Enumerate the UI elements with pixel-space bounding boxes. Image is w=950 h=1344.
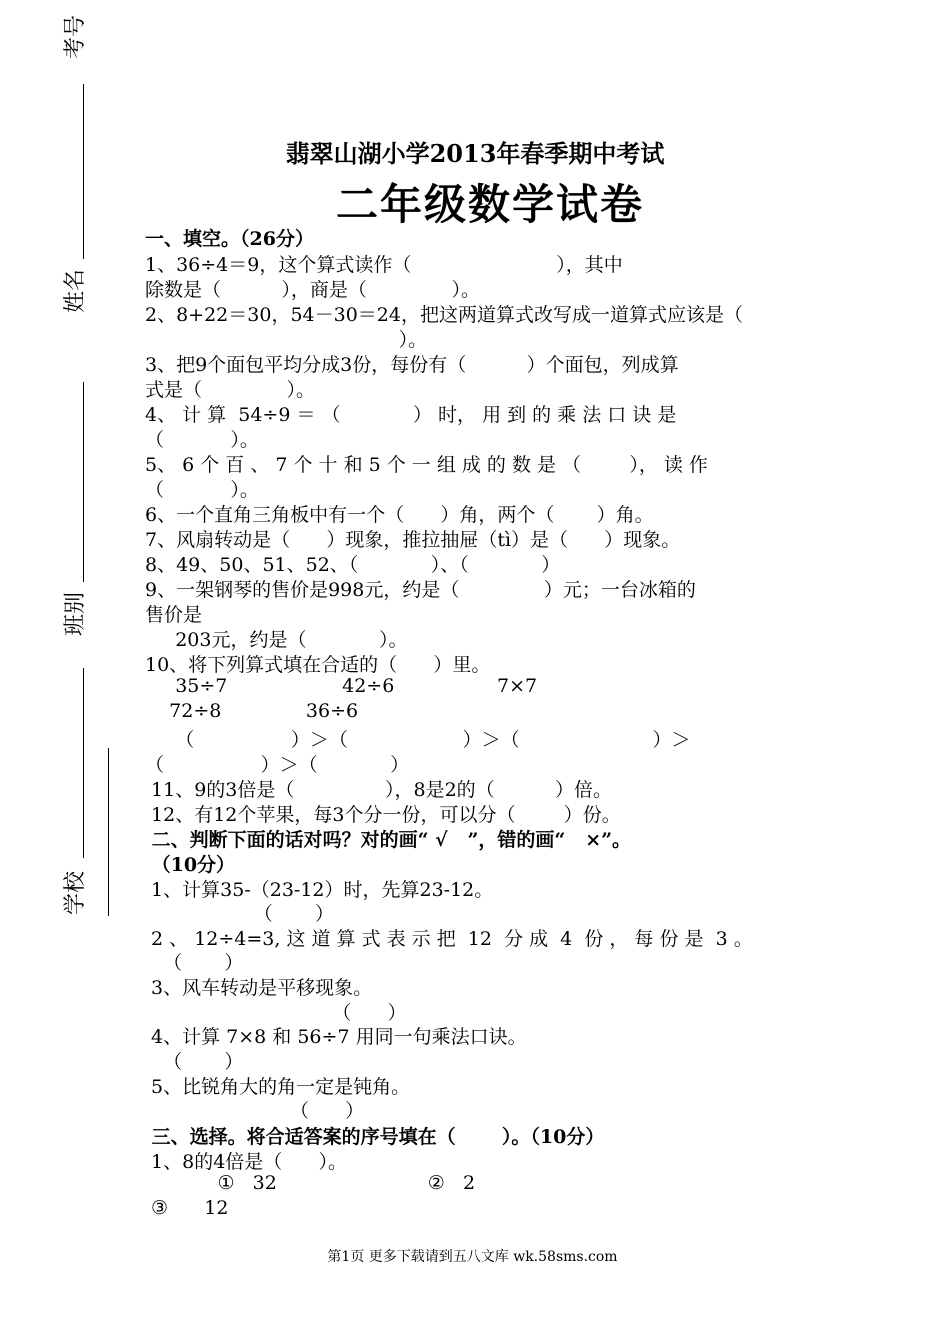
name-line xyxy=(83,382,84,582)
question-line: 12、有12个苹果，每3个分一份，可以分（ ）份。 xyxy=(145,804,621,826)
question-line: 3、把9个面包平均分成3份，每份有（ ）个面包，列成算 xyxy=(145,354,679,376)
paper-title: 二年级数学试卷 xyxy=(335,180,644,229)
class-label: 班别 xyxy=(63,592,88,637)
question-line: 1、36÷4＝9，这个算式读作（ ），其中 xyxy=(145,254,623,276)
class-line xyxy=(83,668,84,858)
choice-options: ① 32 ② 2 xyxy=(145,1172,476,1194)
question-line: （ ）。 xyxy=(145,479,259,501)
question-line: 式是（ ）。 xyxy=(145,379,316,401)
question-line: 11、9的3倍是（ ），8是2的（ ）倍。 xyxy=(145,779,613,801)
answer-blank: （ ） xyxy=(145,903,334,925)
question-line: 除数是（ ），商是（ ）。 xyxy=(145,279,480,301)
answer-blank: （ ） xyxy=(145,952,244,974)
answer-blank: （ ） xyxy=(145,1002,407,1024)
section-judge-score: （10分） xyxy=(145,854,236,876)
choice-options: ③ 12 xyxy=(145,1197,229,1219)
name-label: 姓名 xyxy=(63,269,88,314)
question-line: 5、比锐角大的角一定是钝角。 xyxy=(145,1076,411,1098)
page-footer: 第1页 更多下载请到五八文库 wk.58sms.com xyxy=(327,1249,618,1265)
question-line: 2 、 12÷4=3, 这 道 算 式 表 示 把 12 分 成 4 份 ， 每 份 是 3 。 xyxy=(145,928,753,950)
answer-blank: （ ） xyxy=(145,1100,365,1122)
question-line: 1、8的4倍是（ ）。 xyxy=(145,1151,348,1173)
question-line: 10、将下列算式填在合适的（ ）里。 xyxy=(145,654,491,676)
answer-blank: （ ） xyxy=(145,1051,244,1073)
question-line: （ ）＞（ ） xyxy=(145,754,410,776)
question-line: 35÷7 42÷6 7×7 xyxy=(145,675,538,697)
school-title: 翡翠山湖小学2013年春季期中考试 xyxy=(285,139,665,168)
question-line: ）。 xyxy=(145,329,428,351)
question-line: （ ）＞（ ）＞（ ）＞ xyxy=(145,729,691,751)
question-line: 203元，约是（ ）。 xyxy=(145,629,408,651)
question-line: 9、一架钢琴的售价是998元，约是（ ）元；一台冰箱的 xyxy=(145,579,696,601)
question-line: 4、计算 7×8 和 56÷7 用同一句乘法口诀。 xyxy=(145,1026,527,1048)
question-line: 3、风车转动是平移现象。 xyxy=(145,977,373,999)
school-label: 学校 xyxy=(63,871,88,916)
question-line: 4、 计 算 54÷9 ＝ （ ） 时， 用 到 的 乘 法 口 诀 是 xyxy=(145,404,677,426)
question-line: 7、风扇转动是（ ）现象，推拉抽屉（tì）是（ ）现象。 xyxy=(145,529,681,551)
exam-number-label: 考号 xyxy=(63,15,88,60)
section-judge-heading: 二、判断下面的话对吗？对的画“ √ ”，错的画“ ×”。 xyxy=(145,829,632,851)
question-line: 5、 6 个 百 、 7 个 十 和 5 个 一 组 成 的 数 是 （ ）， 读 作 xyxy=(145,454,708,476)
section-choice-heading: 三、选择。将合适答案的序号填在（ ）。（10分） xyxy=(145,1126,605,1148)
section-fill-heading: 一、填空。（26分） xyxy=(145,228,314,250)
question-line: 1、计算35-（23-12）时，先算23-12。 xyxy=(145,879,494,901)
question-line: 售价是 xyxy=(145,604,203,626)
question-line: 6、一个直角三角板中有一个（ ）角，两个（ ）角。 xyxy=(145,504,654,526)
question-line: （ ）。 xyxy=(145,429,259,451)
school-line xyxy=(108,748,109,916)
question-line: 8、49、50、51、52、（ ）、（ ） xyxy=(145,554,561,576)
question-line: 2、8+22＝30，54－30＝24，把这两道算式改写成一道算式应该是（ xyxy=(145,304,743,326)
question-line: 72÷8 36÷6 xyxy=(145,700,359,722)
